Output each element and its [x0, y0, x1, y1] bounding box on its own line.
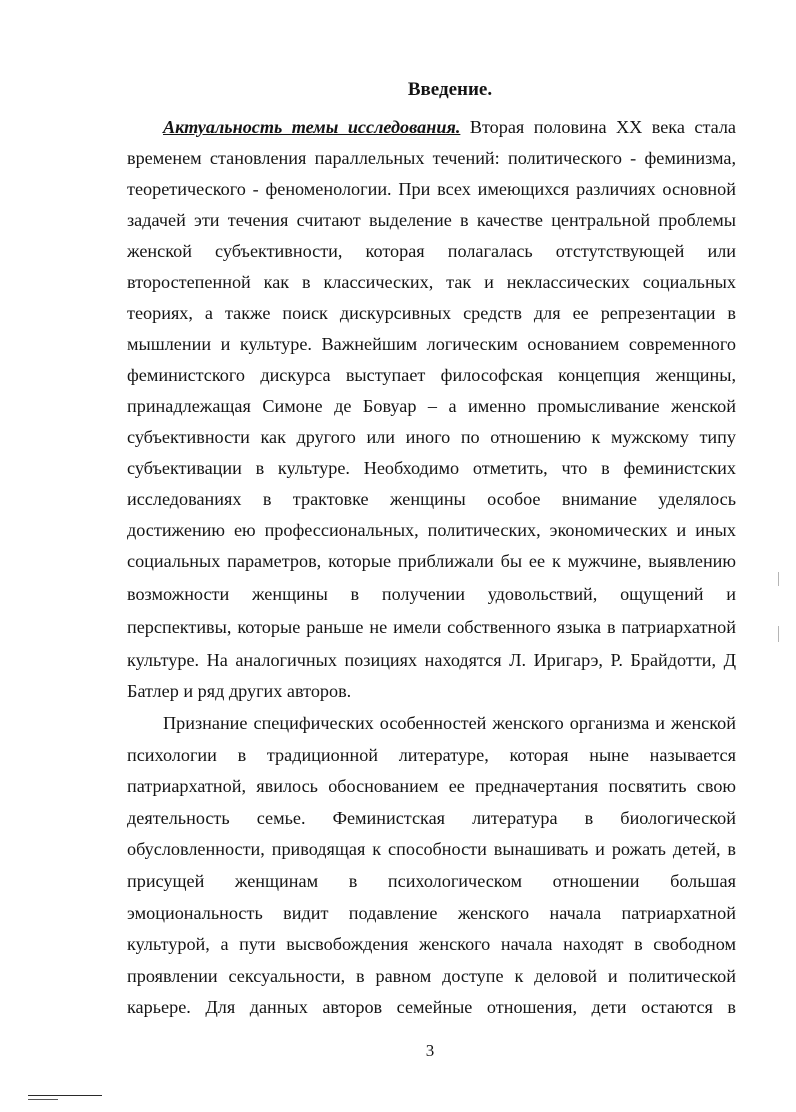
paragraph-1-line: достижению ею профессиональных, политических, экономических и иных [127, 520, 736, 540]
paragraph-2-line: присущей женщинам в психологическом отношении большая [127, 871, 736, 891]
paragraph-1-line: теоретического - феноменологии. При всех имеющихся различиях основной [127, 179, 736, 199]
paragraph-1-line: культуре. На аналогичных позициях находятся Л. Иригарэ, Р. Брайдотти, Д [127, 650, 736, 670]
paragraph-1-line-1-text: Вторая половина XX века стала [460, 117, 736, 137]
paragraph-2-line: обусловленности, приводящая к способности вынашивать и рожать детей, в [127, 839, 736, 859]
paragraph-2-line: карьере. Для данных авторов семейные отношения, дети остаются в [127, 997, 736, 1017]
scan-edge-line [28, 1095, 102, 1096]
paragraph-2-line: деятельность семье. Феминистская литература в биологической [127, 808, 736, 828]
paragraph-1-line: второстепенной как в классических, так и неклассических социальных [127, 272, 736, 292]
paragraph-1-line: задачей эти течения считают выделение в качестве центральной проблемы [127, 210, 736, 230]
paragraph-1-line: исследованиях в трактовке женщины особое внимание уделялось [127, 489, 736, 509]
paragraph-2-line: культурой, а пути высвобождения женского начала находят в свободном [127, 934, 736, 954]
paragraph-1-line: принадлежащая Симоне де Бовуар – а именно промысливание женской [127, 396, 736, 416]
paragraph-2-line: психологии в традиционной литературе, которая ныне называется [127, 745, 736, 765]
paragraph-1-line: мышлении и культуре. Важнейшим логическим основанием современного [127, 334, 736, 354]
paragraph-1-line: возможности женщины в получении удовольствий, ощущений и [127, 584, 736, 604]
page-title: Введение. [407, 79, 493, 100]
page-number: 3 [425, 1041, 435, 1060]
paragraph-2-line: эмоциональность видит подавление женского начала патриархатной [127, 903, 736, 923]
scan-margin-mark [778, 626, 779, 642]
paragraph-1-line: социальных параметров, которые приближали бы ее к мужчине, выявлению [127, 551, 736, 571]
paragraph-1-line: феминистского дискурса выступает философская концепция женщины, [127, 365, 736, 385]
paragraph-1-line: временем становления параллельных течений: политического - феминизма, [127, 148, 736, 168]
lead-phrase: Актуальность темы исследования. [163, 117, 461, 137]
paragraph-1-line: перспективы, которые раньше не имели собственного языка в патриархатной [127, 617, 736, 637]
paragraph-1-line: женской субъективности, которая полагалась отстутствующей или [127, 241, 736, 261]
scan-margin-mark [778, 572, 779, 586]
paragraph-1-line: теориях, а также поиск дискурсивных средств для ее репрезентации в [127, 303, 736, 323]
scan-edge-line [28, 1099, 58, 1100]
paragraph-2-line: проявлении сексуальности, в равном доступе к деловой и политической [127, 966, 736, 986]
paragraph-1-line: субъективности как другого или иного по отношению к мужскому типу [127, 427, 736, 447]
paragraph-1-line: Батлер и ряд других авторов. [127, 681, 352, 701]
paragraph-1-line: субъективации в культуре. Необходимо отметить, что в феминистских [127, 458, 736, 478]
paragraph-1-line-1 [163, 112, 736, 143]
paragraph-2-line: патриархатной, явилось обоснованием ее предначертания посвятить свою [127, 776, 736, 796]
paragraph-2-line: Признание специфических особенностей женского организма и женской [163, 713, 736, 733]
